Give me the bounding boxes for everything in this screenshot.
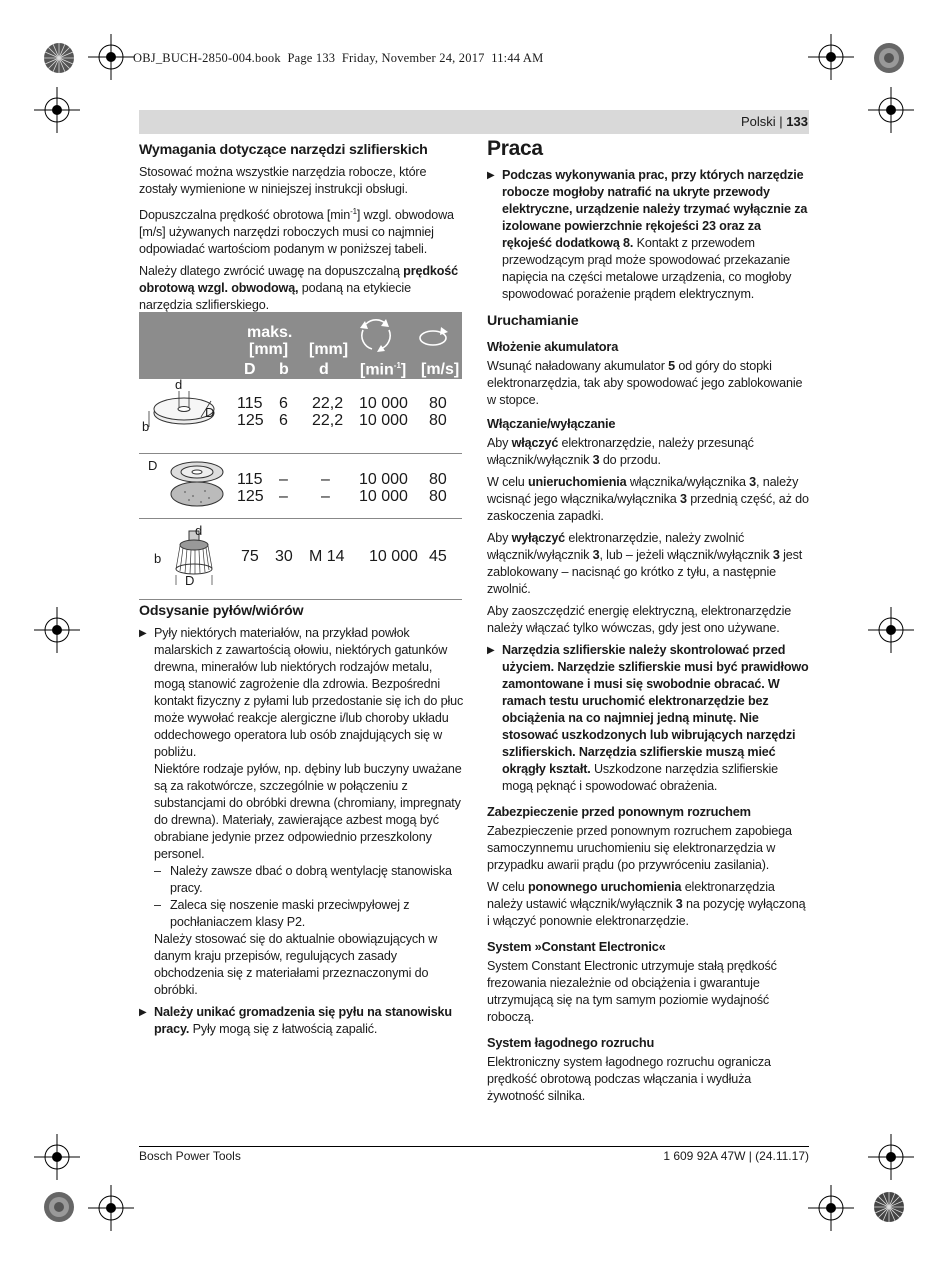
fig-label-d: d [195,523,203,538]
cell-d: M 14 [309,548,345,565]
row1-line2 [139,412,462,429]
start-title: Uruchamianie [487,313,579,329]
registration-mark-side-right-mid [868,607,914,653]
cell-min: 10 000 [359,488,408,505]
cell-D: 115 [237,395,263,412]
cell-min: 10 000 [359,395,408,412]
cell-d: – [321,488,330,505]
th-mm-1: [mm] [249,341,289,358]
cell-ms: 45 [429,548,447,565]
cell-d: 22,2 [312,395,344,412]
triangle-bullet-icon: ▶ [139,1007,147,1018]
registration-mark-bottom-right [808,1185,854,1231]
cell-d: 22,2 [312,412,344,429]
fig-label-D: D [205,405,215,420]
registration-mark-side-right-bottom [868,1134,914,1180]
dust-bullet-2: ▶ Należy unikać gromadzenia się pyłu na stanowisku pracy. Pyły mogą się z łatwością zapalić. [139,1005,452,1036]
star-target-top-left-icon [43,42,75,74]
cell-ms: 80 [429,488,447,505]
fig-label-b: b [154,551,162,566]
star-target-bottom-left-icon [43,1191,75,1223]
energy-text: Aby zaoszczędzić energię elektryczną, elektronarzędzie należy włączać tylko wówczas, gdy jest ono używane. [487,604,792,635]
dash-item: – Zaleca się noszenie maski przeciwpyłowej z pochłaniaczem klasy P2. [154,898,410,929]
battery-title: Włożenie akumulatora [487,339,619,354]
cell-b: – [279,471,288,488]
cell-b: 6 [279,395,288,412]
triangle-bullet-icon: ▶ [139,628,147,639]
ce-text: System Constant Electronic utrzymuje stałą prędkość frezowania niezależnie od obciążenia i gwarantuje utrzymującą się na tym samym poziomie wydajność roboczą. [487,959,777,1024]
star-target-bottom-right-icon [873,1191,905,1223]
table-row [139,519,462,600]
lock-text: W celu unieruchomienia włącznika/wyłącznika 3, należy wcisnąć jego włącznika/wyłącznika 3 przednią część, aż do zaskoczenia zapadki. [487,475,809,523]
cell-min: 10 000 [359,412,408,429]
th-maks: maks. [247,324,293,341]
th-min: $[\min^{-1}]$ [360,361,407,379]
speed-table [139,312,462,600]
row2-line2 [139,488,462,505]
triangle-bullet-icon: ▶ [487,170,495,181]
th-D: D [244,361,256,378]
fig-label-b: b [142,419,150,434]
cell-min: 10 000 [369,548,418,565]
requirements-title: Wymagania dotyczące narzędzi szlifierskich [139,142,428,158]
crop-info-line: OBJ_BUCH-2850-004.book Page 133 Friday, November 24, 2017 11:44 AM [133,51,544,65]
header-language: Polski [740,114,776,129]
work-bullet: ▶ Podczas wykonywania prac, przy których narzędzie robocze mogłoby natrafić na ukryte przewody elektryczne, urządzenie należy trzymać wyłącznie za izolowane powierzchnie rękojeści 23 oraz za rękojeść dodatkową 8. Kontakt z przewodem przewodzącym prąd może spowodować przekazanie napięcia na części metalowe urządzenia, co mogłoby spowodować porażenie prądem elektrycznym. [487,168,808,301]
dust-bullet-1 [139,625,464,863]
fig-label-D: D [185,573,195,588]
cell-D: 75 [241,548,259,565]
dust-p2: Niektóre rodzaje pyłów, np. dębiny lub buczyny uważane są za rakotwórcze, szczególnie w połączeniu z substancjami do obróbki drewna (chromiany, impregnaty do drewna). Materiały, zawierające azbest mogą być obrabiane jedynie przez odpowiednio przeszkolony personel. [154,762,462,861]
footer-right: 1 609 92A 47W | (24.11.17) [663,1149,809,1163]
cell-min: 10 000 [359,471,408,488]
restart-p1: Zabezpieczenie przed ponownym rozruchem zapobiega samoczynnemu uruchomieniu się elektronarzędzia w przypadku awarii prądu (po przywróceniu zasilania). [487,824,792,872]
dust-p3-block: Należy stosować się do aktualnie obowiązujących w danym kraju przepisów, regulujących zasady obchodzenia się z materiałami przeznaczonymi do obróbki. [154,932,438,997]
cell-b: 30 [275,548,293,565]
right-column [487,137,810,1110]
table-header [139,312,462,379]
th-b: b [279,361,289,378]
work-title: Praca [487,137,543,160]
restart-title: Zabezpieczenie przed ponownym rozruchem [487,804,751,819]
cell-d: – [321,471,330,488]
on-text: Aby włączyć elektronarzędzie, należy przesunąć włącznik/wyłącznik 3 do przodu. [487,436,754,467]
dash-item: – Należy zawsze dbać o dobrą wentylację stanowiska pracy. [154,864,452,895]
table-row [139,379,462,454]
row3-line1 [139,548,462,565]
row2-line1 [139,471,462,488]
soft-title: System łagodnego rozruchu [487,1035,655,1050]
header-band [139,110,809,134]
requirements-p3: Należy dlatego zwrócić uwagę na dopuszczalną prędkość obrotową wzgl. obwodową, podaną na etykiecie narzędzia szlifierskiego. [139,264,458,313]
th-d: d [319,361,329,378]
requirements-p2: Dopuszczalna prędkość obrotowa $[\min^{-1}]$ wzgl. obwodowa [m/s] używanych narzędzi roboczych musi co najmniej odpowiadać wartościom podanym w poniższej tabeli. [139,207,454,257]
page-header [741,114,808,129]
cell-D: 125 [237,488,264,505]
star-target-top-right-icon [873,42,905,74]
onoff-title: Włączanie/wyłączanie [487,416,616,431]
rotation-speed-icon [358,316,394,359]
footer-left: Bosch Power Tools [139,1149,241,1163]
header-separator: | [779,114,783,129]
cell-b: 6 [279,412,288,429]
cell-ms: 80 [429,395,447,412]
th-mm-2: [mm] [309,341,349,358]
cell-ms: 80 [429,412,447,429]
cell-D: 115 [237,471,263,488]
requirements-p1: Stosować można wszystkie narzędzia robocze, które zostały wymienione w niniejszej instrukcji obsługi. [139,165,427,196]
fig-label-d: d [175,377,183,392]
row1-line1 [139,395,462,412]
dust-p1: Pyły niektórych materiałów, na przykład powłok malarskich z zawartością ołowiu, niektórych gatunków drewna, minerałów lub niektórych rodzajów metalu, mogą stanowić zagrożenie dla zdrowia. Bezpośredni kontakt fizyczny z pyłami lub przedostanie się ich do płuc może wywołać reakcje alergiczne i/lub choroby układu oddechowego operatora lub osób znajdujących się w pobliżu. [154,626,464,759]
cell-b: – [279,488,288,505]
battery-text: Wsunąć naładowany akumulator 5 od góry do stopki elektronarzędzia, tak aby spowodować jego zablokowanie w stopce. [487,359,803,407]
registration-mark-side-left-top [34,87,80,133]
table-row [139,454,462,519]
header-page-number: 133 [786,114,808,129]
registration-mark-top-left [88,34,134,80]
cell-D: 125 [237,412,264,429]
footer-rule [139,1146,809,1147]
triangle-bullet-icon: ▶ [487,645,495,656]
registration-mark-side-left-mid [34,607,80,653]
soft-text: Elektroniczny system łagodnego rozruchu ogranicza prędkość obrotową podczas włączania i wydłuża żywotność silnika. [487,1055,771,1103]
left-column [139,142,464,319]
registration-mark-side-left-bottom [34,1134,80,1180]
restart-p2: W celu ponownego uruchomienia elektronarzędzia należy ustawić włącznik/wyłącznik 3 na pozycję wyłączoną i włączyć ponownie elektronarzędzie. [487,880,806,928]
cell-ms: 80 [429,471,447,488]
registration-mark-side-right-top [868,87,914,133]
dust-section [139,603,464,1043]
th-ms: [m/s] [421,361,460,378]
off-text: Aby wyłączyć elektronarzędzie, należy zwolnić włącznik/wyłącznik 3, lub – jeżeli włącznik/wyłącznik 3 jest zablokowany – nacisnąć go krótko z tyłu, a następnie zwolnić. [487,531,803,596]
dust-title: Odsysanie pyłów/wiórów [139,603,304,619]
registration-mark-bottom-left [88,1185,134,1231]
ce-title: System »Constant Electronic« [487,939,666,954]
check-bullet: ▶ Narzędzia szlifierskie należy skontrolować przed użyciem. Narzędzie szlifierskie musi być prawidłowo zamontowane i musi się swobodnie obracać. W ramach testu uruchomić elektronarzędzie bez obciążenia na co najmniej jedną minutę. Nie stosować uszkodzonych lub wibrujących narzędzi szlifierskich. Narzędzia szlifierskie muszą mieć okrągły kształt. Uszkodzone narzędzia szlifierskie mogą pęknąć i spowodować obrażenia. [487,643,809,793]
registration-mark-top-right [808,34,854,80]
circumferential-speed-icon [417,326,449,353]
fig-label-D: D [148,458,158,473]
